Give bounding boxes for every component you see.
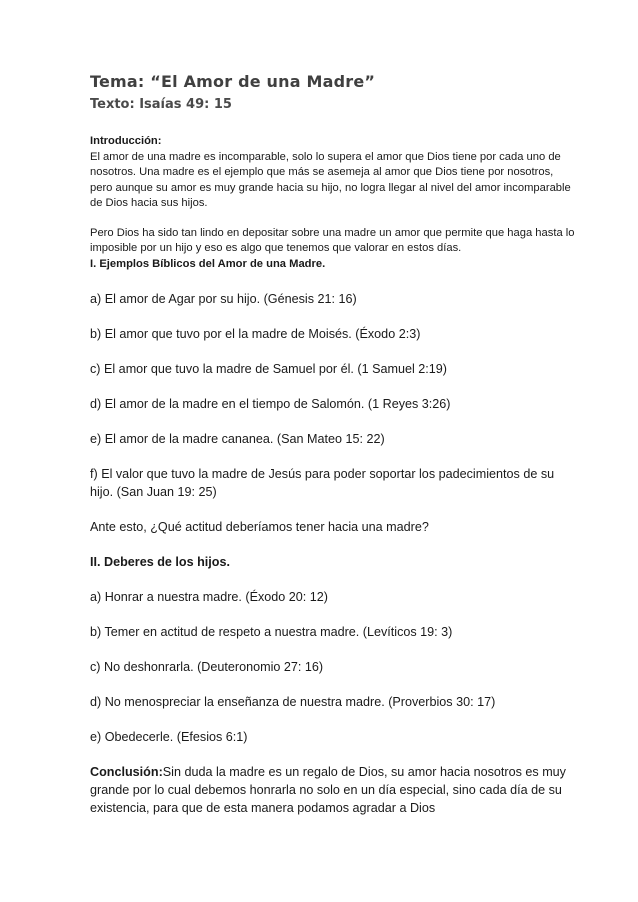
section-1-item: f) El valor que tuvo la madre de Jesús para poder soportar los padecimientos de su hijo. (San Juan 19: 25) xyxy=(90,467,555,499)
section-2-item: c) No deshonrarla. (Deuteronomio 27: 16) xyxy=(90,660,324,674)
section-1-item: a) El amor de Agar por su hijo. (Génesis 21: 16) xyxy=(90,292,357,306)
document-title: Tema: “El Amor de una Madre” xyxy=(90,72,376,91)
section-1-item: c) El amor que tuvo la madre de Samuel por él. (1 Samuel 2:19) xyxy=(90,362,447,376)
section-2-heading: II. Deberes de los hijos. xyxy=(90,555,230,569)
section-1-heading: I. Ejemplos Bíblicos del Amor de una Madre. xyxy=(90,257,326,270)
section-1-item: b) El amor que tuvo por el la madre de Moisés. (Éxodo 2:3) xyxy=(90,327,421,341)
document-subtitle: Texto: Isaías 49: 15 xyxy=(90,97,232,112)
conclusion-text: Sin duda la madre es un regalo de Dios, su amor hacia nosotros es muy grande por lo cual debemos honrarla no solo en un día especial, sino cada día de su existencia, para que de esta manera podamos agradar a Dios xyxy=(90,765,566,815)
section-2-item: e) Obedecerle. (Efesios 6:1) xyxy=(90,730,248,744)
intro-heading: Introducción: xyxy=(90,135,162,147)
intro-paragraph-1: El amor de una madre es incomparable, solo lo supera el amor que Dios tiene por cada uno de nosotros. Una madre es el ejemplo que más se asemeja al amor que Dios tiene por nosotros, pero aunque su amor es muy grande hacia su hijo, no logra llegar al nivel del amor incomparable de Dios hacia sus hijos. xyxy=(90,150,571,209)
conclusion-paragraph xyxy=(90,763,578,817)
section-2-item: a) Honrar a nuestra madre. (Éxodo 20: 12) xyxy=(90,590,329,604)
conclusion-label: Conclusión: xyxy=(90,765,163,779)
section-1-item: d) El amor de la madre en el tiempo de Salomón. (1 Reyes 3:26) xyxy=(90,397,451,411)
question-text: Ante esto, ¿Qué actitud deberíamos tener hacia una madre? xyxy=(90,520,429,534)
section-2-item: d) No menospreciar la enseñanza de nuestra madre. (Proverbios 30: 17) xyxy=(90,695,496,709)
intro-paragraph-2: Pero Dios ha sido tan lindo en depositar sobre una madre un amor que permite que haga hasta lo imposible por un hijo y eso es algo que tenemos que valorar en estos días. xyxy=(90,226,575,254)
section-2-item: b) Temer en actitud de respeto a nuestra madre. (Levíticos 19: 3) xyxy=(90,625,453,639)
section-1-item: e) El amor de la madre cananea. (San Mateo 15: 22) xyxy=(90,432,385,446)
